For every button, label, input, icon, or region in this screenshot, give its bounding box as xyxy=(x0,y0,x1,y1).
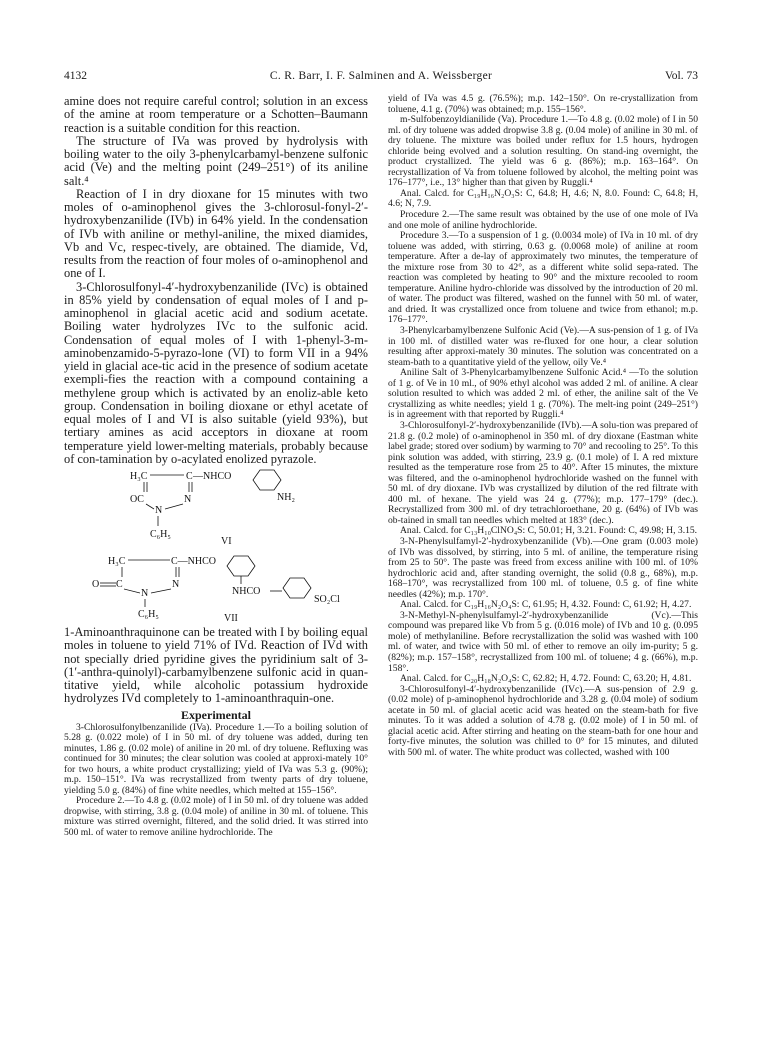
benzene-ring-icon xyxy=(227,556,255,576)
vi-c6h5: C₆H₅ xyxy=(150,529,171,540)
paragraph: yield of IVa was 4.5 g. (76.5%); m.p. 142–150°. On re-crystallization from toluene, 4.1 g. (70%) was obtained; m.p. 155–156°. xyxy=(388,93,698,115)
vii-n1: N xyxy=(172,579,180,590)
paragraph: Anal. Calcd. for C₁₃H₁₀ClNO₄S: C, 50.01; H, 3.21. Found: C, 49.98; H, 3.15. xyxy=(400,525,698,537)
paragraph: Procedure 2.—The same result was obtained by the use of one mole of IVa and one mole of aniline hydrochloride. xyxy=(388,209,698,231)
right-column xyxy=(388,94,698,758)
section-heading: Experimental xyxy=(181,707,251,722)
structure-diagrams xyxy=(64,466,368,626)
paragraph: Procedure 2.—To 4.8 g. (0.02 mole) of I in 50 ml. of dry toluene was added dropwise, with stirring, 3.8 g. (0.04 mole) of aniline in 30 ml. of toluene. This mixture was stirred overnight, filtered, and the solid dried. It was stirred into 500 ml. of water to remove aniline hydrochloride. The xyxy=(64,795,368,839)
paragraph: m-Sulfobenzoyldianilide (Va). Procedure 1.—To 4.8 g. (0.02 mole) of I in 50 ml. of dry toluene was added dropwise 3.8 g. (0.04 mole) of aniline in 30 ml. of dry toluene. The mixture was boiled under reflux for 1.5 hours, hydrogen chloride being evolved and a solution resulting. On stand-ing overnight, the product crystallized. The yield was 6 g. (86%); m.p. 163–164°. On recrystallization of Va from toluene followed by alcohol, the melting point was 176–177°, i.e., 13° higher than that given by Ruggli.⁴ xyxy=(388,114,698,189)
paragraph: 3-Phenylcarbamylbenzene Sulfonic Acid (Ve).—A sus-pension of 1 g. of IVa in 100 ml. of distilled water was re-fluxed for one hour, a clear solution resulting after approxi-mately 30 minutes. The solution was concentrated on a steam-bath to a quantitative yield of the yellow, oily Ve.⁴ xyxy=(388,325,698,368)
benzene-ring-icon xyxy=(283,578,311,598)
vi-nh2: NH₂ xyxy=(277,492,295,503)
volume-label: Vol. 73 xyxy=(664,70,698,82)
benzene-ring-icon xyxy=(253,470,281,490)
vi-h3c: H₃C xyxy=(130,471,148,482)
running-header xyxy=(64,70,698,86)
paragraph: 3-Chlorosulfonyl-4′-hydroxybenzanilide (IVc) is obtained in 85% yield by condensation of equal moles of I and p-aminophenol in glacial acetic acid and sodium acetate. Boiling water hydrolyzes IVc to the sulfonic acid. Condensation of equal moles of I with 1-phenyl-3-m-aminobenzamido-5-pyrazo-lone (VI) to form VII in a 94% yield in glacial ace-tic acid in the presence of sodium acetate exempli-fies the reaction with a compound containing a methylene group which is activated by an enoliz-able keto group. Condensation in boiling dioxane or ethyl acetate of equal moles of I and VI is also suitable (yield 93%), but tertiary amines as acid acceptors in dioxane at room temperature yield lower-melting materials, probably because of con-tamination by o-acylated enolized pyrazole. xyxy=(64,279,368,466)
vii-so2cl: SO₂Cl xyxy=(314,594,340,605)
paragraph: Anal. Calcd. for C₁₉H₁₆N₂O₃S: C, 64.8; H, 4.6; N, 8.0. Found: C, 64.8; H, 4.6; N, 7.9. xyxy=(388,187,698,210)
vii-c: C xyxy=(116,579,123,590)
vii-h3c: H₃C xyxy=(108,556,126,567)
paragraph: Procedure 3.—To a suspension of 1 g. (0.0034 mole) of IVa in 10 ml. of dry toluene was added, with stirring, 0.63 g. (0.0068 mole) of aniline at room temperature. After a de-lay of approximately two minutes, the temperature of the mixture rose from 30 to 42°, as a different white solid sepa-rated. The reaction was completed by heating to 90° and the mixture recooled to room temperature. Aniline hydro-chloride was dissolved by the introduction of 20 ml. of water. The product was filtered, washed on the funnel with 50 ml. of water, and dried. It was crystallized once from toluene and twice from ethanol; m.p. 176–177°. xyxy=(388,230,698,326)
vi-n1: N xyxy=(184,494,192,505)
vii-nhco: NHCO xyxy=(232,586,261,597)
vi-nhco: —NHCO xyxy=(193,471,232,482)
paragraph: 3-N-Phenylsulfamyl-2′-hydroxybenzanilide (Vb).—One gram (0.003 mole) of IVb was dissolved, by stirring, into 5 ml. of aniline, the temperature rising from 25 to 50°. The paste was freed from excess aniline with 100 ml. of 10% hydrochloric acid and, after standing overnight, the solid (0.8 g., 68%), m.p. 168–170°, was recrystallized from 100 ml. of toluene, 0.5 g. of fine white needles (42%); m.p. 170°. xyxy=(388,535,698,600)
paragraph: amine does not require careful control; solution in an excess of the amine at room temperature or a Schotten–Baumann reaction is a suitable condition for this reaction. xyxy=(64,94,368,135)
paragraph: Anal. Calcd. for C₂₀H₁₈N₂O₄S: C, 62.82; H, 4.72. Found: C, 63.20; H, 4.81. xyxy=(400,673,692,685)
paragraph: 3-Chlorosulfonyl-2′-hydroxybenzanilide (IVb).—A solu-tion was prepared of 21.8 g. (0.2 mole) of o-aminophenol in 350 ml. of dry dioxane (Eastman white label grade; stored over sodium) by warming to 70° and recooling to 25°. To this pink solution was added, with stirring, 23.9 g. (0.1 mole) of I. A red mixture resulted as the temperature rose from 25 to 40°. After 15 minutes, the mixture was filtered, and the o-aminophenol hydrochloride washed on the funnel with 50 ml. of dry dioxane. IVb was crystallized by dilution of the red filtrate with 400 ml. of hexane. The yield was 24 g. (77%); m.p. 177–179° (dec.). Recrystallized from 300 ml. of dry tetrachloroethane, 20 g. (64%) of IVb was ob-tained in small tan needles which melted at 183° (dec.). xyxy=(388,419,698,526)
paragraph: Reaction of I in dry dioxane for 15 minutes with two moles of o-aminophenol gives the 3-chlorosul-fonyl-2′-hydroxybenzanilide (IVb) in 64% yield. In the condensation of IVb with aniline or methyl-aniline, the mixed diamides, Vb and Vc, respec-tively, are obtained. The diamide, Vd, results from the reaction of four moles of o-aminophenol and one of I. xyxy=(64,186,368,281)
paragraph: 1-Aminoanthraquinone can be treated with I by boiling equal moles in toluene to yield 71% of IVd. Reaction of IVd with not specially dried pyridine gives the pyridinium salt of 3-(1′-anthra-quinolyl)-carbamylbenzene sulfonic acid in quan-titative yield, while alcoholic potassium hydroxide hydrolyzes IVd completely to 1-aminoanthraquin-one. xyxy=(64,625,368,706)
vi-c: C xyxy=(186,471,193,482)
paragraph: 3-N-Methyl-N-phenylsulfamyl-2′-hydroxybenzanilide (Vc).—This compound was prepared like Vb from 5 g. (0.016 mole) of IVb and 10 g. (0.095 mole) of methylaniline. Before recrystallization the solid was washed with 100 ml. of water, and twice with 50 ml. of ether to remove an oily im-purity; 5 g. (82%); m.p. 157–158°, recrystallized from 100 ml. of toluene; 4 g. (66%), m.p. 158°. xyxy=(388,609,698,674)
page-number: 4132 xyxy=(64,70,87,82)
paragraph: 3-Chlorosulfonyl-4′-hydroxybenzanilide (IVc).—A sus-pension of 2.9 g. (0.02 mole) of p-aminophenol hydrochloride and 3.28 g. (0.04 mole) of sodium acetate in 50 ml. of glacial acetic acid was heated on the steam-bath for five minutes. To it was added a solution of 4.78 g. (0.02 mole) of I in 50 ml. of glacial acetic acid. After stirring and heating on the steam-bath for one hour and forty-five minutes, the solution was chilled to 0° for 15 minutes, and diluted with 500 ml. of water. The white product was collected, washed with 100 xyxy=(388,683,698,758)
paragraph: The structure of IVa was proved by hydrolysis with boiling water to the oily 3-phenylcarbamyl-benzene sulfonic acid (Ve) and the melting point (249–251°) of its aniline salt.⁴ xyxy=(64,133,368,188)
vii-c6h5: C₆H₅ xyxy=(138,609,159,620)
vii-label: VII xyxy=(224,613,238,624)
running-authors: C. R. Barr, I. F. Salminen and A. Weissberger xyxy=(269,70,493,82)
vii-c-nhco: C—NHCO xyxy=(171,556,217,567)
paragraph: 3-Chlorosulfonylbenzanilide (IVa). Procedure 1.—To a boiling solution of 5.28 g. (0.022 mole) of I in 50 ml. of dry toluene was added, during ten minutes, 1.86 g. (0.02 mole) of aniline in 20 ml. of dry toluene. Refluxing was continued for 30 minutes; the clear solution was cooled at approxi-mately 10° for two hours, a white product crystallizing; yield of IVa was 5.3 g. (90%); m.p. 150–151°. IVa was recrystallized from twenty parts of dry toluene, yielding 5.0 g. (84%) of fine white needles, which melted at 155–156°. xyxy=(64,721,368,796)
vii-o: O xyxy=(92,579,100,590)
chemical-structures xyxy=(64,466,368,626)
left-column xyxy=(64,95,368,839)
vi-oc: OC xyxy=(130,494,144,505)
vi-n2: N xyxy=(155,505,163,516)
vii-n2: N xyxy=(141,588,149,599)
vi-label: VI xyxy=(221,536,232,547)
paragraph: Anal. Calcd. for C₁₉H₁₆N₂O₄S: C, 61.95; H, 4.32. Found: C, 61.92; H, 4.27. xyxy=(400,599,692,611)
paragraph: Aniline Salt of 3-Phenylcarbamylbenzene Sulfonic Acid.⁴ —To the solution of 1 g. of Ve in 10 ml., of 90% ethyl alcohol was added 2 ml. of aniline. A clear solution resulted to which was added 2 ml. of ether, the aniline salt of the Ve crystallizing as white needles; yield 1 g. (70%). The melt-ing point (249–251°) is in agreement with that reported by Ruggli.⁴ xyxy=(388,367,698,421)
